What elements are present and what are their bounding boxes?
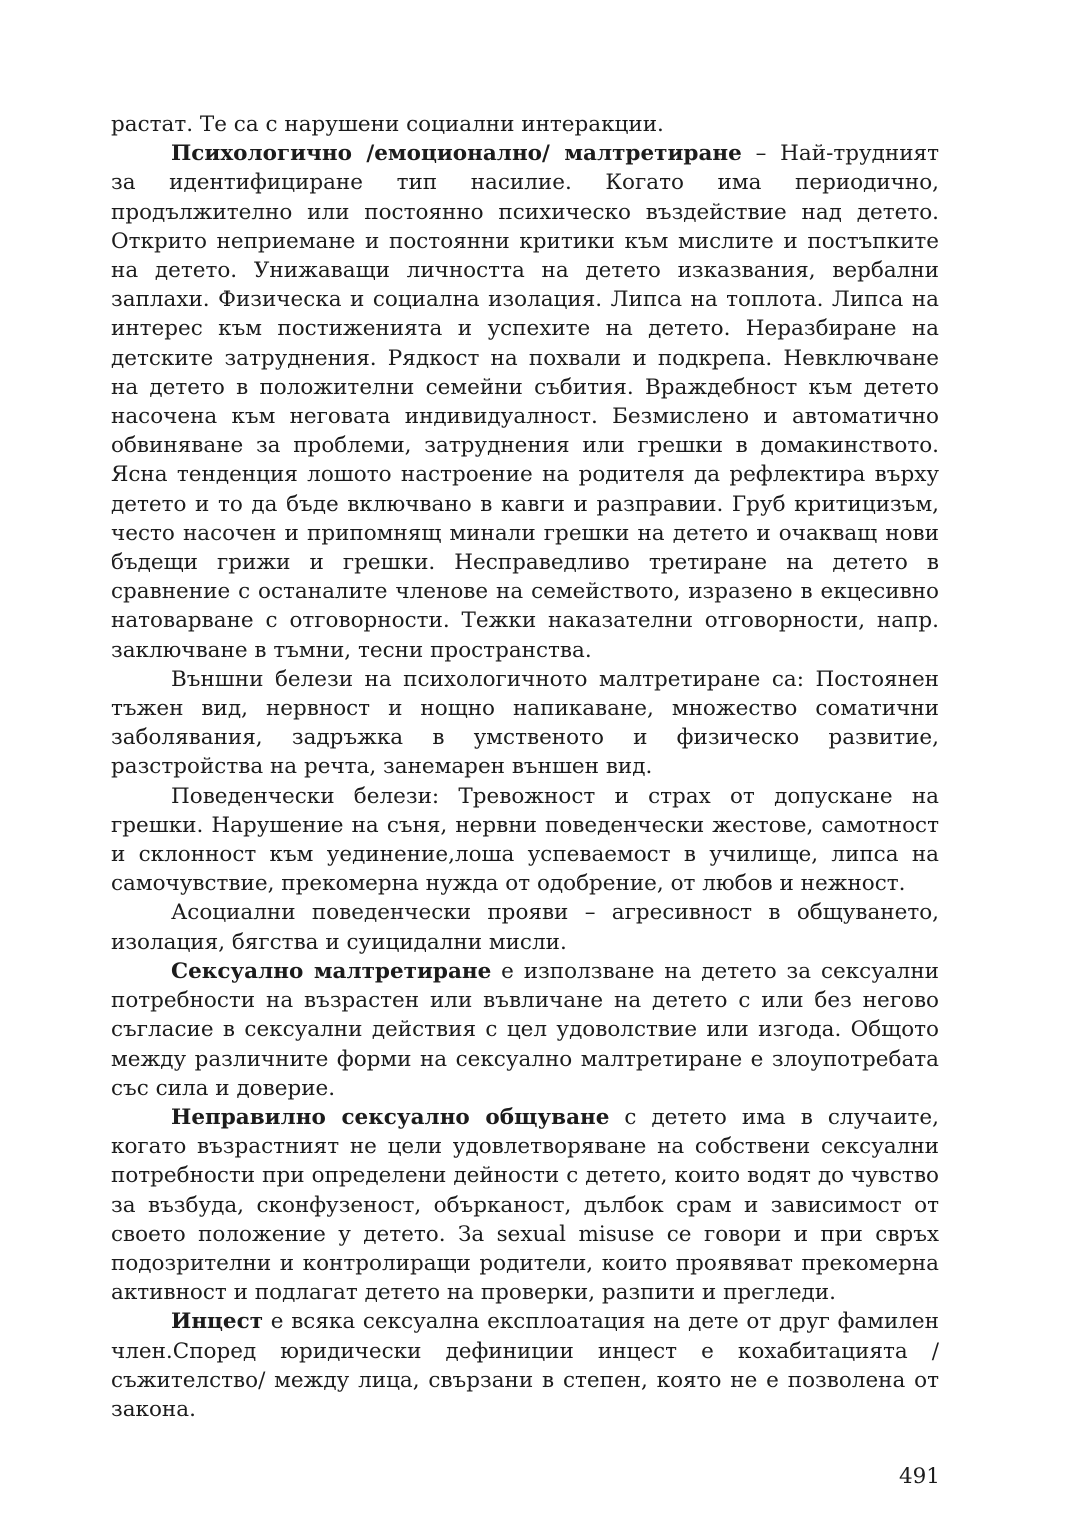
page-number: 491 — [898, 1464, 940, 1489]
paragraph-text: растат. Те са с нарушени социални интеракции. — [111, 112, 664, 137]
paragraph-sexual-abuse — [111, 957, 939, 1103]
page-body — [111, 110, 939, 1424]
paragraph-incest — [111, 1307, 939, 1424]
paragraph-text: е използване на детето за сексуални потребности на възрастен или въвличане на детето с или без негово съгласие в сексуални действия с цел удоволствие или изгода. Общото между различните форми на сексуално малтретиране е злоупотребата със сила и доверие. — [111, 958, 939, 1101]
term-psychological-abuse: Психологично /емоционално/ малтретиране — [171, 141, 742, 167]
paragraph-psychological-abuse — [111, 139, 939, 665]
paragraph-text: – Най-трудният за идентифициране тип насилие. Когато има периодично, продължително или постоянно психическо въздействие над детето. Открито неприемане и постоянни критики към мислите и постъпките на детето. Унижаващи личността на детето изказвания, вербални заплахи. Физическа и социална изолация. Липса на топлота. Липса на интерес към постиженията и успехите на детето. Неразбиране на детските затруднения. Рядкост на похвали и подкрепа. Невключване на детето в положителни семейни събития. Враждебност към детето насочена към неговата индивидуалност. Безмислено и автоматично обвиняване за проблеми, затруднения или грешки в домакинството. Ясна тенденция лошото настроение на родителя да рефлектира върху детето и то да бъде включвано в кавги и разправии. Груб критицизъм, често насочен и припомнящ минали грешки на детето и очакващ нови бъдещи грижи и грешки. Несправедливо третиране на детето в сравнение с останалите членове на семейството, изразено в екцесивно натоварване с отговорности. Тежки наказателни отговорности, напр. заключване в тъмни, тесни пространства. — [111, 141, 940, 663]
paragraph-text: Поведенчески белези: Тревожност и страх от допускане на грешки. Нарушение на съня, нервни поведенчески жестове, самотност и склонност към уединение,лоша успеваемост в училище, липса на самочувствие, прекомерна нужда от одобрение, от любов и нежност. — [111, 783, 939, 897]
paragraph-text: Асоциални поведенчески прояви – агресивност в общуването, изолация, бягства и суицидални мисли. — [111, 900, 939, 955]
paragraph-external-signs — [111, 665, 939, 782]
term-improper-sexual-contact: Неправилно сексуално общуване — [171, 1104, 610, 1130]
paragraph-behavioral-signs — [111, 782, 939, 899]
term-incest: Инцест — [171, 1309, 264, 1335]
paragraph-text: е всяка сексуална експлоатация на дете от друг фамилен член.Според юридически дефиниции инцест е кохабитацията /съжителство/ между лица, свързани в степен, която не е позволена от закона. — [111, 1309, 939, 1422]
term-sexual-abuse: Сексуално малтретиране — [171, 958, 492, 984]
paragraph-text: с детето има в случаите, когато възрастният не цели удовлетворяване на собствени сексуални потребности при определени дейности с детето, които водят до чувство за възбуда, сконфузеност, объркaност, дълбок срам и зависимост от своето положение у детето. За sexual misuse се говори и при свръх подозрителни и контролиращи родители, които проявяват прекомерна активност и подлагат детето на проверки, разпити и прегледи. — [111, 1104, 939, 1306]
paragraph-intro-end — [111, 110, 939, 139]
paragraph-improper-sexual-contact — [111, 1103, 939, 1307]
paragraph-text: Външни белези на психологичното малтретиране са: Постоянен тъжен вид, нервност и нощно напикаване, множество соматични заболявания, задръжка в умственото и физическо развитие, разстройства на речта, занемарен външен вид. — [111, 666, 939, 780]
paragraph-asocial-behavior — [111, 898, 939, 956]
